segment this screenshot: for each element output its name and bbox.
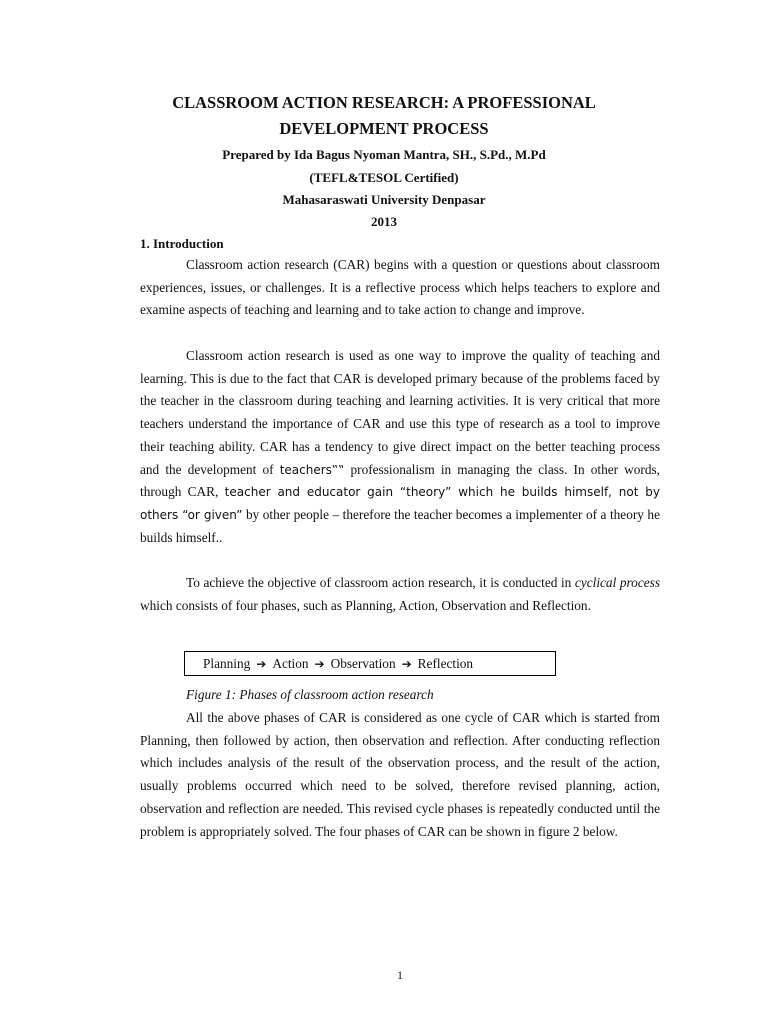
paragraph-3-text-b: which consists of four phases, such as Planning, Action, Observation and Reflection.	[140, 597, 591, 613]
paragraph-3-text-a: To achieve the objective of classroom action research, it is conducted in	[186, 575, 575, 590]
institution-line: Mahasaraswati University Denpasar	[282, 192, 486, 207]
paragraph-2-text-b: teachers‟‟	[279, 462, 345, 477]
author-line: Prepared by Ida Bagus Nyoman Mantra, SH., S.Pd., M.Pd	[222, 147, 546, 162]
phase-reflection: Reflection	[417, 655, 474, 671]
phase-action: Action	[272, 655, 309, 671]
paragraph-3	[140, 572, 660, 617]
page-number: 1	[397, 968, 403, 982]
doc-title-line-2: DEVELOPMENT PROCESS	[279, 119, 489, 138]
certification-line: (TEFL&TESOL Certified)	[309, 170, 459, 185]
paragraph-2-text-e: by other people – therefore the teacher becomes a implementer of a theory he builds himself..	[140, 506, 660, 545]
phases-diagram-box	[184, 651, 556, 676]
paragraph-2	[140, 345, 660, 549]
phase-planning: Planning	[203, 655, 251, 671]
arrow-right-icon: ➔	[401, 656, 412, 671]
paragraph-3-italic: cyclical process	[574, 575, 660, 590]
paragraph-2-text-c: professionalism in managing the class. In other words, through CAR,	[140, 461, 661, 500]
phase-observation: Observation	[330, 655, 396, 671]
paragraph-2-text-a: Classroom action research is used as one way to improve the quality of teaching and learning. This is due to the fact that CAR is developed primary because of the problems faced by the teacher in the classroom during teaching and learning activities. It is very critical that more teachers understand the importance of CAR and use this type of research as a tool to improve their teaching ability. CAR has a tendency to give direct impact on the better teaching process and the development of	[140, 348, 660, 477]
year-line: 2013	[371, 214, 397, 229]
section-heading: 1. Introduction	[140, 236, 224, 251]
figure-caption: Figure 1: Phases of classroom action research	[186, 687, 434, 702]
arrow-right-icon: ➔	[314, 656, 325, 671]
arrow-right-icon: ➔	[256, 656, 267, 671]
paragraph-4: All the above phases of CAR is considered as one cycle of CAR which is started from Planning, then followed by action, then observation and reflection. After conducting reflection which includes analysis of the result of the observation process, and the result of the action, usually problems occurred which need to be solved, therefore revised planning, action, observation and reflection are needed. This revised cycle phases is repeatedly conducted until the problem is appropriately solved. The four phases of CAR can be shown in figure 2 below.	[140, 710, 660, 839]
doc-title-line-1: CLASSROOM ACTION RESEARCH: A PROFESSIONAL	[172, 93, 596, 112]
paragraph-2-text-d: teacher and educator gain “theory” which he builds himself, not by others “or given”	[140, 485, 660, 522]
paragraph-1: Classroom action research (CAR) begins with a question or questions about classroom experiences, issues, or challenges. It is a reflective process which helps teachers to explore and examine aspects of teaching and learning and to take action to change and improve.	[140, 257, 660, 318]
